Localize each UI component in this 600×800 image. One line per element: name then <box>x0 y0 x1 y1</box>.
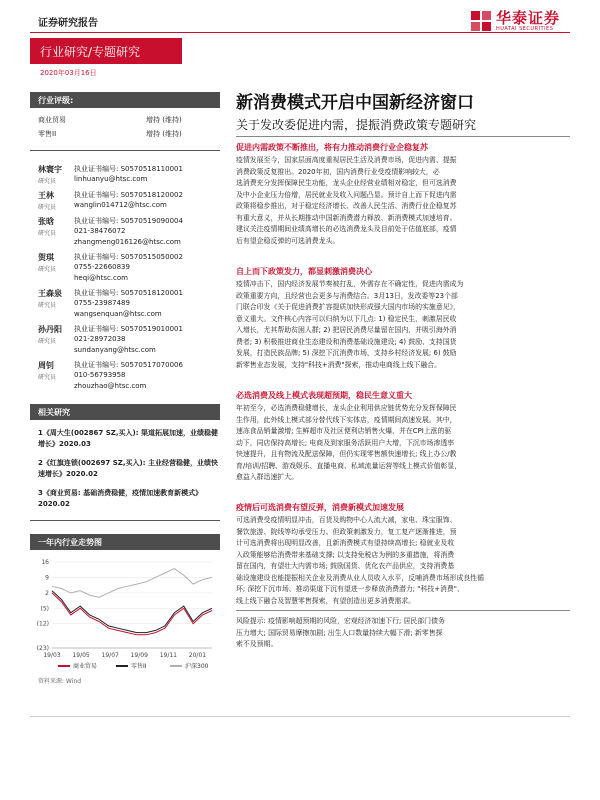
title-divider <box>236 136 570 137</box>
legend-label: 沪深300 <box>185 663 209 670</box>
rating-heading: 行业评级: <box>30 92 220 108</box>
analyst-name: 林寰宇 <box>38 165 62 174</box>
analyst-cert: 执业证书编号: S0570519010001 <box>74 325 183 333</box>
y-tick-label: (12) <box>36 620 49 628</box>
section-body: 疫情发展至今，国家层面高度重视居民生活及消费市场，促进内需、提振 消费政策反复推出。2020年初，国内消费行业受疫情影响较大，必 选消费充分发挥保障民生功能，龙头企业经营业绩相对稳定，但可选消费 及中小企业压力倍增，居民就业及收入问题凸显。预计自上而下促进内需 政策将稳步推出，对于稳定经济增长、改善人民生活、消费行业企稳复苏 有重大意义，并从长期推动中国新消费潜力释放、新消费模式加速培育。 建议关注疫情期间业绩高增长的必选消费龙头及目前处于估值底部，疫情 后有望企稳反弹的可选消费龙头。 <box>236 156 457 245</box>
analyst-contact: wanglin014712@htsc.com <box>74 201 167 209</box>
company-logo <box>470 10 560 32</box>
rating-row: 零售II 增持 (维持) <box>38 130 182 138</box>
analyst-role: 研究员 <box>38 302 57 309</box>
analyst-cert: 执业证书编号: S0570518120001 <box>74 289 183 297</box>
analyst-role: 研究员 <box>38 230 57 237</box>
report-title: 新消费模式开启中国新经济窗口 <box>236 93 474 113</box>
x-tick-label: 19/05 <box>72 652 90 659</box>
trend-chart-heading: 一年内行业走势图 <box>30 534 220 550</box>
risk-warning: 风险提示: 疫情影响超预期的风险，宏观经济加速下行; 居民部门债务 压力增大; 国际贸易摩擦加剧; 出生人口数量持续大幅下滑; 新零售探 索不及预期。 <box>236 617 445 648</box>
x-tick-label: 19/09 <box>130 652 148 659</box>
sidebar-divider <box>30 150 220 151</box>
footer-divider <box>30 716 570 717</box>
analyst-cert: 执业证书编号: S0570519090004 <box>74 217 183 225</box>
y-tick-label: 9 <box>45 574 49 582</box>
y-tick-label: (5) <box>40 605 49 613</box>
legend-label: 商业贸易 <box>73 663 98 670</box>
analyst-name: 贺琪 <box>38 253 54 262</box>
analyst-role: 研究员 <box>38 266 57 273</box>
x-tick-label: 19/07 <box>101 652 119 659</box>
analyst-contact: 021-28972038 <box>74 335 126 343</box>
chart-source: 资料来源: Wind <box>38 678 82 685</box>
analyst-cert: 执业证书编号: S0570515050002 <box>74 253 183 261</box>
analyst-cert: 执业证书编号: S0570517070006 <box>74 361 183 369</box>
analyst-contact: 0755-23987489 <box>74 299 130 307</box>
x-tick-label: 20/01 <box>188 652 207 659</box>
section-heading: 自上而下政策发力，都显刺激消费决心 <box>236 267 372 276</box>
logo-mark-icon <box>470 10 492 32</box>
analyst-role: 研究员 <box>38 338 57 345</box>
analyst-cert: 执业证书编号: S0570518120002 <box>74 191 183 199</box>
report-category-banner: 行业研究/专题研究 <box>30 38 182 64</box>
analyst-role: 研究员 <box>38 374 57 381</box>
section-heading: 疫情后可选消费有望反弹，消费新模式加速发展 <box>236 503 404 512</box>
risk-divider <box>236 610 570 611</box>
analyst-contact: sundanyang@htsc.com <box>74 346 156 354</box>
related-research-item: 3《商业贸易: 基础消费稳健，疫情加速教育新模式》2020.02 <box>38 489 203 508</box>
analyst-role: 研究员 <box>38 178 57 185</box>
analyst-name: 孙丹阳 <box>38 325 62 334</box>
trend-chart-svg <box>30 556 220 674</box>
y-tick-label: 2 <box>45 589 49 597</box>
sidebar-divider <box>30 520 220 521</box>
analyst-contact: 0755-22660839 <box>74 263 130 271</box>
industry-trend-chart <box>30 556 220 674</box>
y-tick-label: 16 <box>41 559 49 566</box>
related-research-item: 2《红旗连锁(002697 SZ,买入): 主业经营稳健，业绩快速增长》2020.02 <box>38 459 218 478</box>
analyst-contact: heqi@htsc.com <box>74 274 128 282</box>
analyst-cert: 执业证书编号: S0570518110001 <box>74 165 183 173</box>
analyst-contact: 010-56793958 <box>74 371 126 379</box>
x-tick-label: 19/03 <box>43 652 61 659</box>
rating-row: 商业贸易 增持 (维持) <box>38 116 182 124</box>
analyst-contact: zhouzhao@htsc.com <box>74 382 147 390</box>
y-tick-label: (23) <box>36 645 49 652</box>
logo-text-cn: 华泰证券 <box>495 9 560 27</box>
analyst-contact: wangsenquan@htsc.com <box>74 310 162 318</box>
analyst-contact: zhangmeng016126@htsc.com <box>74 238 181 246</box>
analyst-name: 王森泉 <box>38 289 62 298</box>
legend-label: 零售II <box>131 663 147 670</box>
header-divider <box>30 32 570 33</box>
analyst-name: 周钊 <box>38 361 54 370</box>
analyst-contact: 021-38476072 <box>74 227 126 235</box>
section-body: 疫情冲击下，国内经济发展节奏被打乱，外需存在不确定性，促进内需成为 政策重要方向，且经营也会更多与消费结合。3月13日，发改委等23个部 门联合印发《关于促进消费扩容提质加快形成强大国内市场的实施意见》， 意义重大。文件核心内容可以归纳为以下几点: 1) 稳定民生，刺激居民收 入增长，尤其帮助贫困人群; 2) 把居民消费尽量留在国内，并吸引海外消 费者; 3) 积极推进商业生态建设和消费基础设施建设; 4) 鼓励、支持国货 发展，打造民族品牌; 5) 深挖下沉消费市场，支持乡村经济发展; 6) 鼓励 新零售业态发展，支持"科技+消费"探索，推动电商线上线下融合。 <box>236 280 464 369</box>
x-tick-label: 19/11 <box>159 652 178 659</box>
analyst-contact: linhuanyu@htsc.com <box>74 175 148 183</box>
logo-text-en: HUATAI SECURITIES <box>495 26 554 32</box>
report-type: 证券研究报告 <box>38 18 98 29</box>
analyst-name: 王林 <box>38 191 54 200</box>
section-body: 可选消费受疫情明显冲击，百货及购物中心人流大减，家电、珠宝服饰、 餐饮旅游、院线等均承受压力。但政策刺激发力，复工复产逐渐推进，预 计可选消费将出现明显改善，且新消费模式有望持续高增长; 稳就业及收 入政策能够给消费带来基础支撑; 以支持免税店为例的多重措施，将消费 留在国内，有望壮大内需市场; 鼓励国货、优化农产品供应，支持消费基 础设施建设也能提振相关企业及消费从业人员收入水平，反哺消费市场形成良性循 环; 深挖下沉市场、推动渠道下沉有望进一步释放消费潜力; "科技+消费"、 线上线下融合及智慧零售探索，有望创造出更多消费需求。 <box>236 516 485 605</box>
related-research-item: 1《周大生(002867 SZ,买入): 渠道拓展加速，业绩稳健增长》2020.03 <box>38 429 218 448</box>
report-subtitle: 关于发改委促进内需，提振消费政策专题研究 <box>236 118 477 132</box>
analyst-role: 研究员 <box>38 204 57 211</box>
section-heading: 促进内需政策不断推出，将有力推动消费行业企稳复苏 <box>236 143 428 152</box>
report-date: 2020年03月16日 <box>40 69 97 77</box>
section-heading: 必选消费及线上模式表现超预期，稳民生意义重大 <box>236 391 412 400</box>
section-body: 年初至今，必选消费稳健增长，龙头企业利用供应链优势充分发挥保障民 生作用，此外线上模式部分替代线下实体店，疫情期间高速发展。其中， 速冻食品销量激增; 生鲜超市及社区便利店销售火爆，并在CPI上涨的驱 动下，同店保持高增长; 电商及到家服务活跃用户大增，下沉市场渗透率 快速提升，且有物流及配送保障，但仍实现零售额快速增长; 线上办公/教 育/培训/招聘、游戏娱乐、直播电商、私域流量运营等线上模式价值彰显， 愈益入群迅速扩大。 <box>236 404 462 481</box>
analyst-name: 张晗 <box>38 217 54 226</box>
related-research-heading: 相关研究 <box>30 404 220 420</box>
